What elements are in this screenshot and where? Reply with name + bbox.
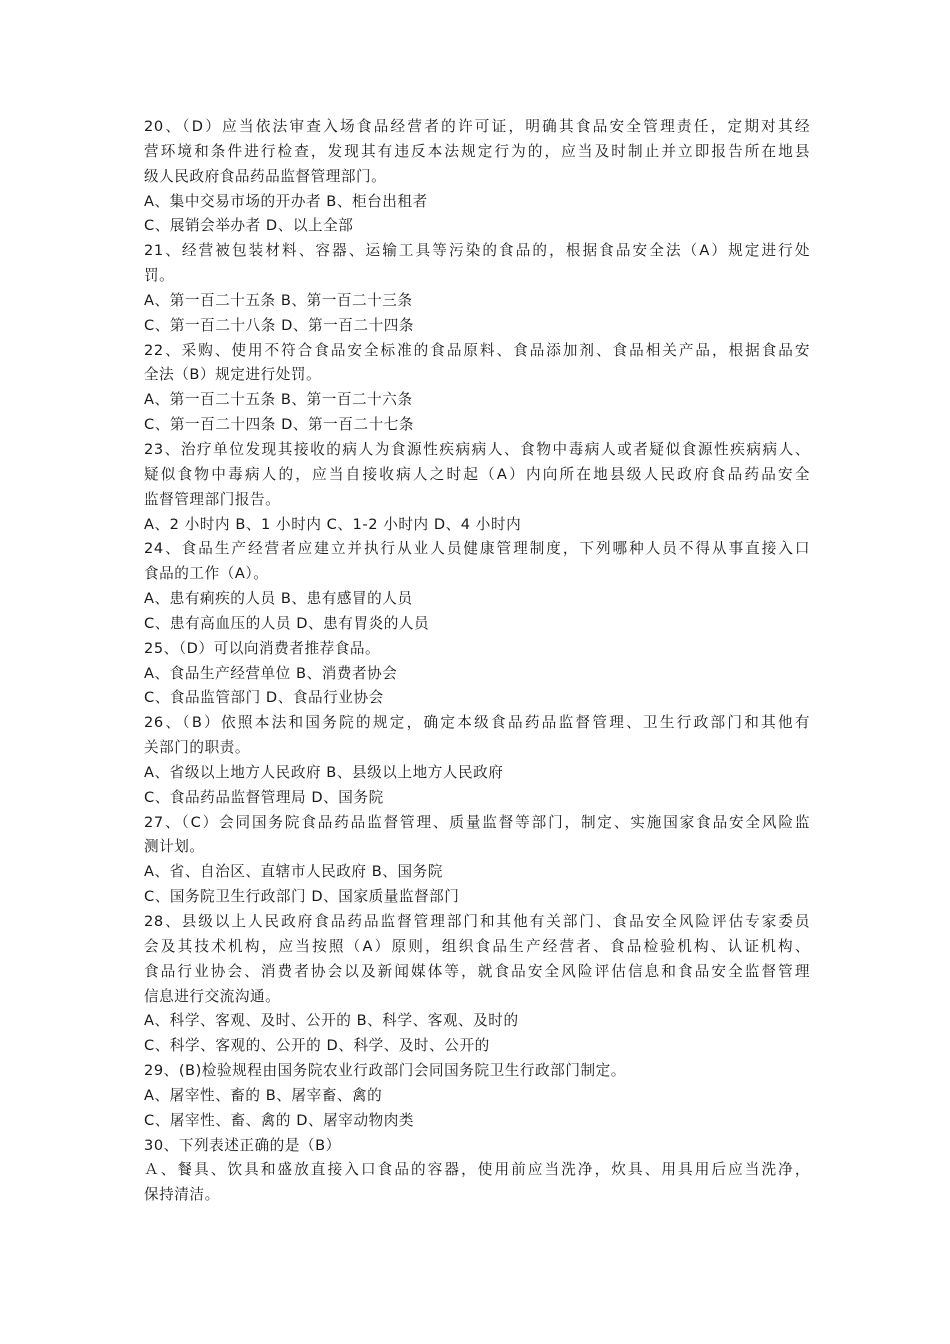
text-line: A、省、自治区、直辖市人民政府 B、国务院 — [144, 863, 443, 881]
text-line: C、食品监管部门 D、食品行业协会 — [144, 689, 384, 707]
text-line: 罚。 — [144, 267, 175, 285]
text-line: C、屠宰性、畜、禽的 D、屠宰动物肉类 — [144, 1111, 415, 1129]
text-line: C、科学、客观的、公开的 D、科学、及时、公开的 — [144, 1037, 490, 1055]
text-line: A、食品生产经营单位 B、消费者协会 — [144, 664, 398, 682]
text-line: 21、经营被包装材料、容器、运输工具等污染的食品的，根据食品安全法（A）规定进行处 — [144, 242, 810, 260]
text-line: 食品的工作（A）。 — [144, 565, 269, 583]
text-line: 保持清洁。 — [144, 1186, 220, 1204]
text-line: 23、治疗单位发现其接收的病人为食源性疾病病人、食物中毒病人或者疑似食源性疾病病人、 — [144, 440, 810, 458]
text-line: 信息进行交流沟通。 — [144, 987, 281, 1005]
text-line: 会及其技术机构，应当按照（A）原则，组织食品生产经营者、食品检验机构、认证机构、 — [144, 937, 810, 955]
text-line: C、食品药品监督管理局 D、国务院 — [144, 788, 384, 806]
text-line: 24、食品生产经营者应建立并执行从业人员健康管理制度，下列哪种人员不得从事直接入口 — [144, 540, 810, 558]
text-line: A、患有痢疾的人员 B、患有感冒的人员 — [144, 590, 413, 608]
text-line: 25、（D）可以向消费者推荐食品。 — [144, 639, 381, 657]
text-line: 测计划。 — [144, 838, 205, 856]
text-line: 全法（B）规定进行处罚。 — [144, 366, 322, 384]
text-line: 26、（B）依照本法和国务院的规定，确定本级食品药品监督管理、卫生行政部门和其他有 — [144, 714, 810, 732]
document-page — [144, 115, 810, 1208]
text-line: A、屠宰性、畜的 B、屠宰畜、禽的 — [144, 1086, 383, 1104]
text-line: 关部门的职责。 — [144, 739, 251, 757]
text-line: 监督管理部门报告。 — [144, 490, 281, 508]
text-line: A、集中交易市场的开办者 B、柜台出租者 — [144, 192, 428, 210]
text-line: 29、(B)检验规程由国务院农业行政部门会同国务院卫生行政部门制定。 — [144, 1062, 626, 1080]
text-line: C、第一百二十八条 D、第一百二十四条 — [144, 316, 415, 334]
text-line: Ａ、餐具、饮具和盛放直接入口食品的容器，使用前应当洗净，炊具、用具用后应当洗净， — [144, 1161, 810, 1179]
text-line: A、第一百二十五条 B、第一百二十三条 — [144, 291, 413, 309]
text-line: C、第一百二十四条 D、第一百二十七条 — [144, 416, 415, 434]
text-line: 27、（C）会同国务院食品药品监督管理、质量监督等部门，制定、实施国家食品安全风险监 — [144, 813, 810, 831]
text-line: 30、下列表述正确的是（B） — [144, 1136, 341, 1154]
text-line: 疑似食物中毒病人的，应当自接收病人之时起（A）内向所在地县级人民政府食品药品安全 — [144, 465, 810, 483]
text-line: A、科学、客观、及时、公开的 B、科学、客观、及时的 — [144, 1012, 519, 1030]
text-line: 22、采购、使用不符合食品安全标准的食品原料、食品添加剂、食品相关产品，根据食品安 — [144, 341, 810, 359]
text-line: C、展销会举办者 D、以上全部 — [144, 217, 354, 235]
text-line: A、省级以上地方人民政府 B、县级以上地方人民政府 — [144, 763, 504, 781]
text-line: 营环境和条件进行检查，发现其有违反本法规定行为的，应当及时制止并立即报告所在地县 — [144, 142, 810, 160]
text-line: 20、（D）应当依法审查入场食品经营者的许可证，明确其食品安全管理责任，定期对其经 — [144, 118, 810, 135]
text-line: A、第一百二十五条 B、第一百二十六条 — [144, 391, 413, 409]
text-line: A、2 小时内 B、1 小时内 C、1-2 小时内 D、4 小时内 — [144, 515, 522, 533]
text-line: C、患有高血压的人员 D、患有胃炎的人员 — [144, 614, 430, 632]
text-line: 食品行业协会、消费者协会以及新闻媒体等，就食品安全风险评估信息和食品安全监督管理 — [144, 962, 810, 980]
text-line: 28、县级以上人民政府食品药品监督管理部门和其他有关部门、食品安全风险评估专家委员 — [144, 913, 810, 930]
text-line: C、国务院卫生行政部门 D、国家质量监督部门 — [144, 888, 460, 906]
text-line: 级人民政府食品药品监督管理部门。 — [144, 167, 387, 185]
